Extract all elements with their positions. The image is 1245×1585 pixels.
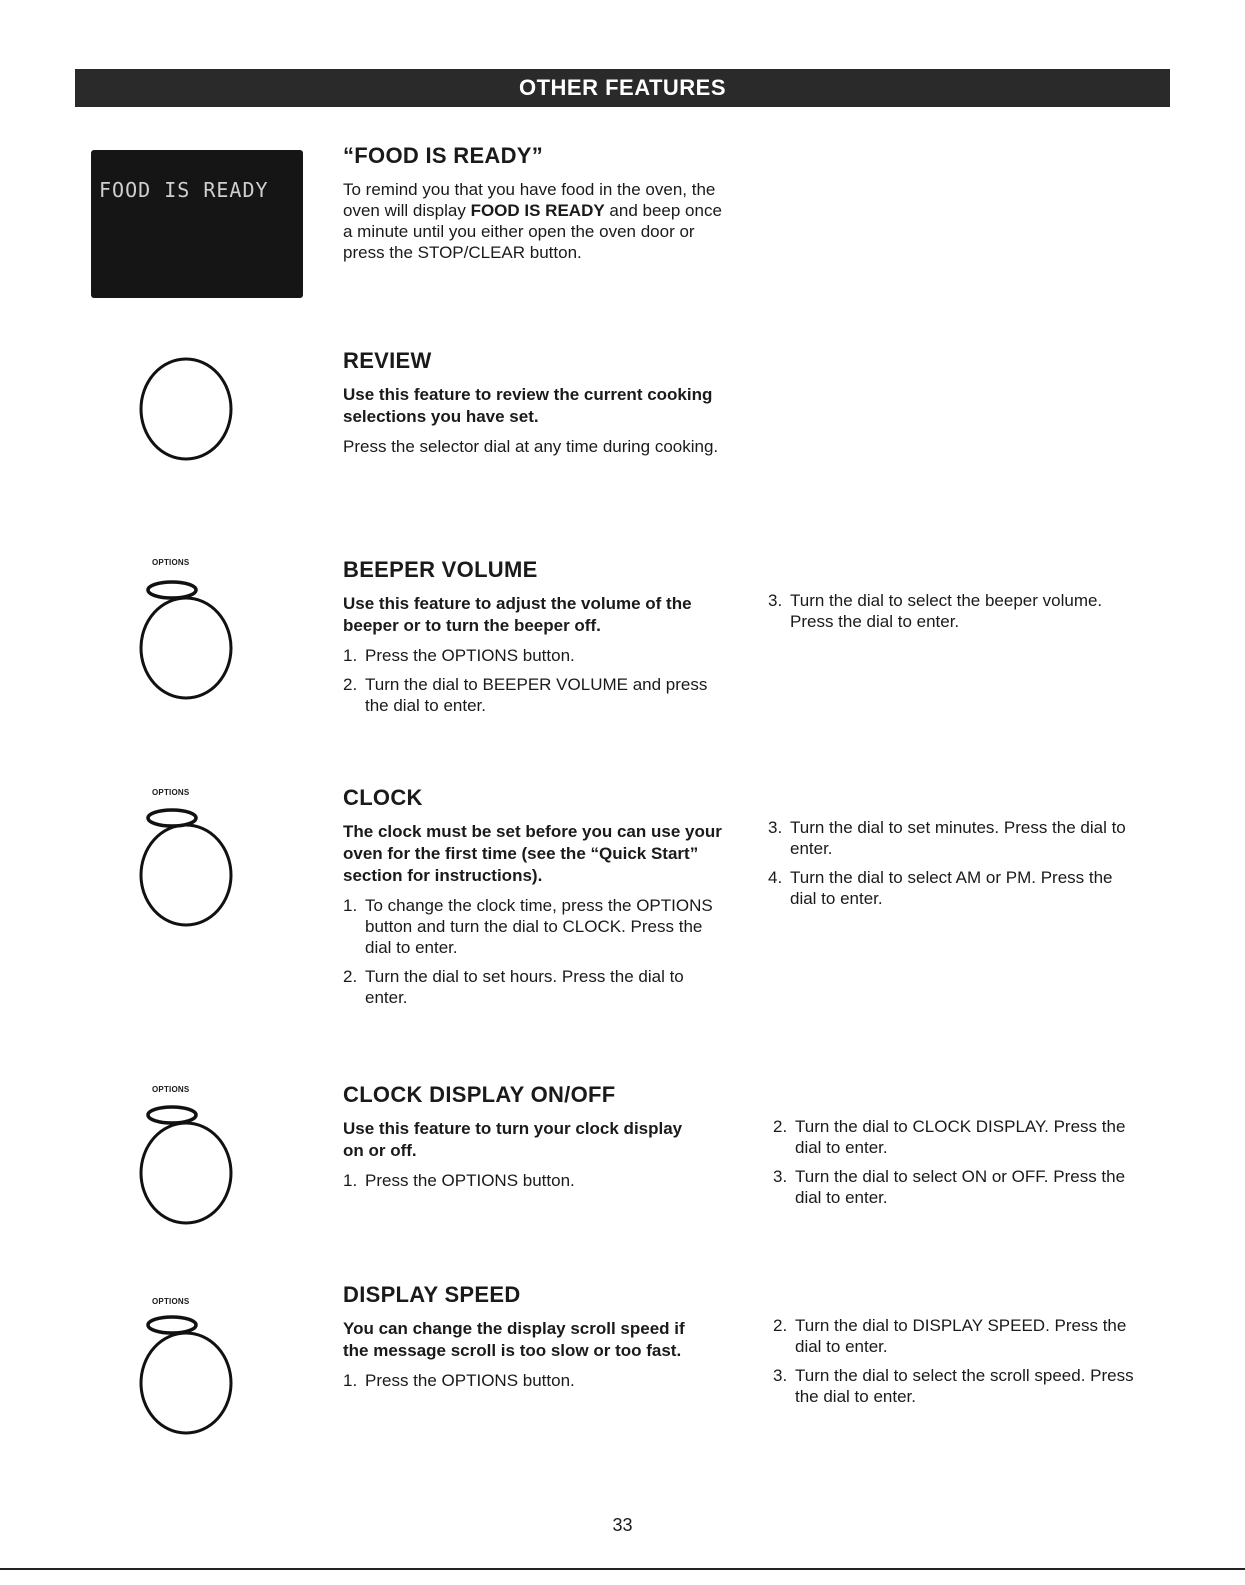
- page-number: 33: [612, 1515, 633, 1535]
- selector-dial-icon: [138, 595, 238, 705]
- section-clock-continued: [768, 817, 1143, 917]
- bottom-divider: [0, 1568, 1245, 1570]
- section-beeper-volume: [343, 557, 733, 724]
- step-item: 3. Turn the dial to set minutes. Press the dial to enter.: [768, 818, 1126, 858]
- selector-dial-icon: [138, 356, 238, 466]
- step-item: 3. Turn the dial to select ON or OFF. Press the dial to enter.: [773, 1167, 1126, 1207]
- section-heading: “FOOD IS READY”: [343, 143, 544, 168]
- section-clock: [343, 785, 728, 1016]
- section-intro: Use this feature to review the current cooking selections you have set.: [343, 385, 713, 426]
- section-heading: CLOCK: [343, 785, 423, 810]
- section-review: [343, 348, 733, 463]
- step-item: 2. Turn the dial to CLOCK DISPLAY. Press the dial to enter.: [773, 1117, 1126, 1157]
- section-clock-display-continued: [773, 1116, 1148, 1216]
- step-item: 1. Press the OPTIONS button.: [343, 1171, 575, 1190]
- section-clock-display: [343, 1082, 733, 1199]
- step-item: 1. Press the OPTIONS button.: [343, 1371, 575, 1390]
- section-food-is-ready: [343, 143, 723, 269]
- step-item: 4. Turn the dial to select AM or PM. Press the dial to enter.: [768, 868, 1113, 908]
- display-readout: FOOD IS READY: [99, 178, 269, 202]
- section-heading: REVIEW: [343, 348, 432, 373]
- selector-dial-icon: [138, 822, 238, 932]
- section-body: Press the selector dial at any time during cooking.: [343, 437, 719, 456]
- section-beeper-volume-continued: [768, 590, 1143, 640]
- step-item: 1. To change the clock time, press the OPTIONS button and turn the dial to CLOCK. Press the dial to enter.: [343, 896, 713, 957]
- section-intro: You can change the display scroll speed if the message scroll is too slow or too fast.: [343, 1319, 685, 1360]
- options-button-label: OPTIONS: [152, 1297, 190, 1306]
- section-intro: Use this feature to adjust the volume of the beeper or to turn the beeper off.: [343, 594, 692, 635]
- section-intro: Use this feature to turn your clock display on or off.: [343, 1119, 683, 1160]
- section-display-speed: [343, 1282, 733, 1399]
- section-intro: The clock must be set before you can use your oven for the first time (see the “Quick Start” section for instructions).: [343, 822, 722, 885]
- options-button-label: OPTIONS: [152, 1085, 190, 1094]
- options-button-label: OPTIONS: [152, 788, 190, 797]
- section-heading: CLOCK DISPLAY ON/OFF: [343, 1082, 616, 1107]
- step-item: 3. Turn the dial to select the beeper volume. Press the dial to enter.: [768, 591, 1103, 631]
- oven-display-panel: [91, 150, 303, 298]
- section-heading: BEEPER VOLUME: [343, 557, 538, 582]
- section-heading: DISPLAY SPEED: [343, 1282, 521, 1307]
- options-button-label: OPTIONS: [152, 558, 190, 567]
- section-banner: [75, 69, 1170, 107]
- banner-title: OTHER FEATURES: [518, 75, 727, 100]
- section-display-speed-continued: [773, 1315, 1148, 1415]
- step-item: 2. Turn the dial to set hours. Press the dial to enter.: [343, 967, 684, 1007]
- selector-dial-icon: [138, 1120, 238, 1230]
- step-item: 3. Turn the dial to select the scroll speed. Press the dial to enter.: [773, 1366, 1134, 1406]
- selector-dial-icon: [138, 1330, 238, 1440]
- step-item: 2. Turn the dial to BEEPER VOLUME and press the dial to enter.: [343, 675, 708, 715]
- step-item: 2. Turn the dial to DISPLAY SPEED. Press the dial to enter.: [773, 1316, 1127, 1356]
- section-body: To remind you that you have food in the oven, the oven will display FOOD IS READY and beep once a minute until you either open the oven door or press the STOP/CLEAR button.: [343, 180, 722, 262]
- step-item: 1. Press the OPTIONS button.: [343, 646, 575, 665]
